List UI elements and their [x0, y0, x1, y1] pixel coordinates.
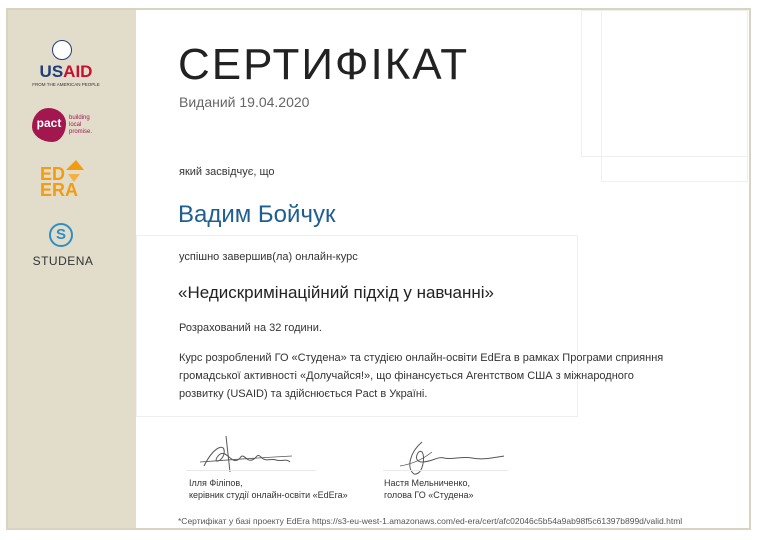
issue-date: Виданий 19.04.2020 [179, 94, 310, 110]
course-hours: Розрахований на 32 години. [179, 322, 322, 334]
signature-line [186, 470, 316, 471]
pact-tagline [69, 115, 92, 136]
logo-sidebar [8, 10, 136, 528]
certifies-text: який засвідчує, що [179, 166, 275, 178]
usaid-seal-icon [52, 40, 72, 60]
usaid-logo [26, 62, 106, 82]
certificate-title: СЕРТИФІКАТ [178, 40, 470, 89]
edera-logo-line2: ERA [40, 180, 79, 200]
recipient-name: Вадим Бойчук [178, 201, 336, 228]
signature-filipov [196, 432, 296, 474]
decor-rect [601, 10, 748, 182]
pact-logo-word: pact [36, 116, 62, 130]
certificate-footer: *Сертифікат у базі проекту EdEra https://s3-eu-west-1.amazonaws.com/ed-era/cert/afc02046c5b54a9ab98f5c61397b899d/valid.html [178, 516, 683, 526]
edera-triangle-icon [66, 160, 84, 182]
usaid-logo-us: US [39, 62, 64, 81]
description-line: громадської активності «Долучайся!», що фінансується Агентством США з міжнародного [179, 370, 634, 382]
signer-2 [384, 477, 473, 501]
edera-logo-line1: ED [40, 164, 66, 184]
studena-logo-text: STUDENA [32, 254, 94, 268]
usaid-logo-aid: AID [63, 62, 93, 81]
studena-s-icon: S [55, 226, 66, 243]
pact-tagline-line: local [69, 122, 82, 128]
pact-tagline-line: building [69, 115, 90, 121]
completed-text: успішно завершив(ла) онлайн-курс [179, 251, 358, 263]
pact-tagline-line: promise. [69, 129, 93, 135]
description-line: Курс розроблений ГО «Студена» та студією онлайн-освіти EdEra в рамках Програми сприяння [179, 352, 664, 364]
signer-1 [189, 477, 348, 501]
signer-1-role: керівник студії онлайн-освіти «EdEra» [189, 490, 348, 500]
signer-2-name: Настя Мельниченко, [384, 478, 470, 488]
signature-line [383, 470, 508, 471]
usaid-subtitle: FROM THE AMERICAN PEOPLE [32, 82, 100, 87]
signer-2-role: голова ГО «Студена» [384, 490, 474, 500]
course-title: «Недискримінаційний підхід у навчанні» [178, 283, 495, 302]
signature-melnychenko [392, 438, 512, 478]
signer-1-name: Ілля Філіпов, [189, 478, 243, 488]
course-description [179, 349, 663, 403]
description-line: розвитку (USAID) та здійснюється Pact в Україні. [179, 388, 428, 400]
